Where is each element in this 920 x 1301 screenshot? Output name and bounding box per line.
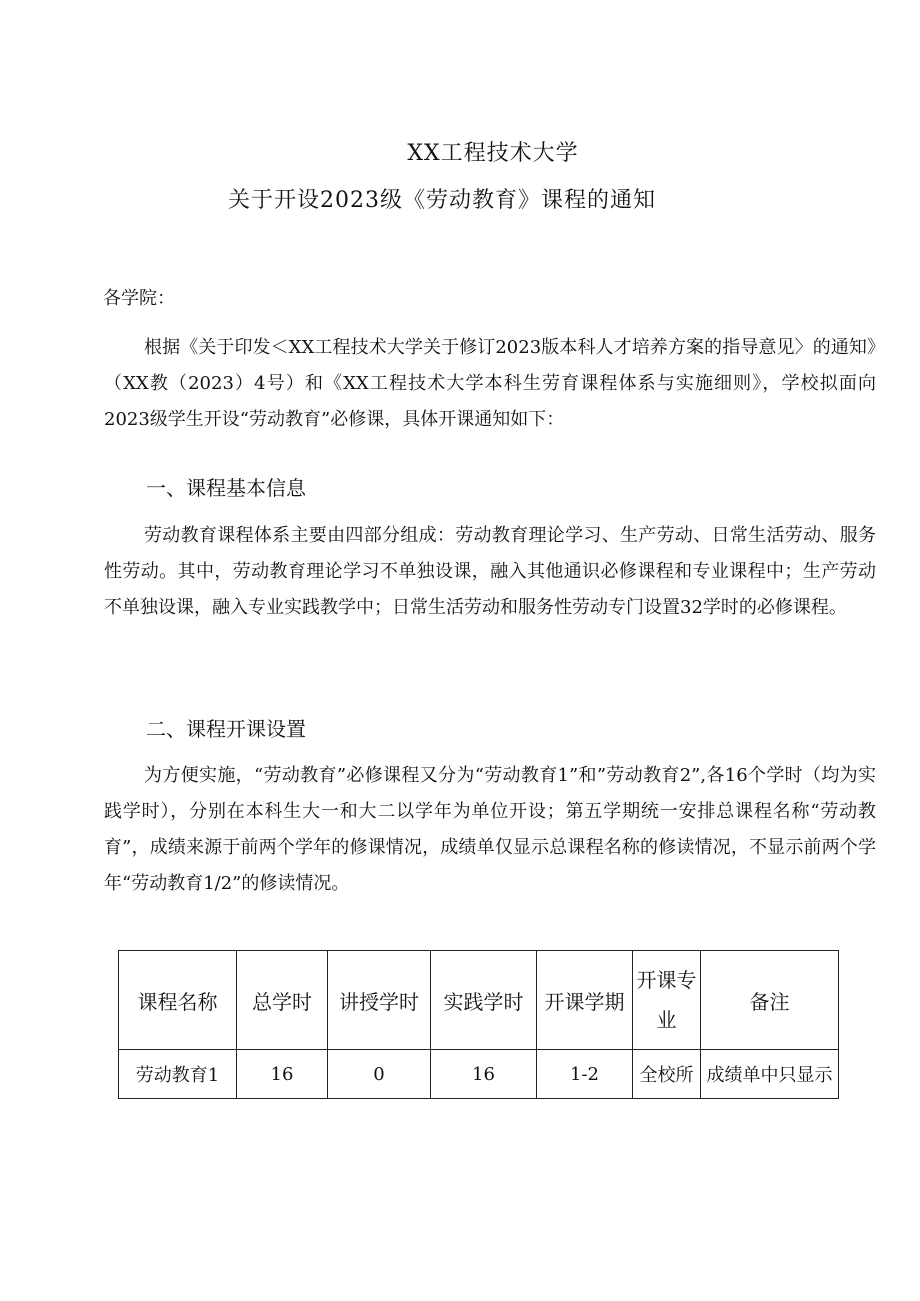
basic-info-paragraph: 劳动教育课程体系主要由四部分组成：劳动教育理论学习、生产劳动、日常生活劳动、服务性劳动。其中，劳动教育理论学习不单独设课，融入其他通识必修课程和专业课程中；生产劳动不单独设课，融入专业实践教学中；日常生活劳动和服务性劳动专门设置32学时的必修课程。: [104, 525, 876, 618]
table-header-cell: 开课学期: [537, 951, 633, 1050]
table-cell: 劳动教育1: [119, 1050, 237, 1099]
document-subtitle: 关于开设2023级《劳动教育》课程的通知: [228, 188, 656, 213]
table-cell: 成绩单中只显示: [701, 1050, 839, 1099]
table-header-cell: 课程名称: [119, 951, 237, 1050]
course-table: [118, 950, 839, 1099]
section-heading-basic-info: 一、课程基本信息: [146, 476, 306, 500]
table-header-cell: 开课专业: [636, 968, 697, 1032]
document-title: XX工程技术大学: [407, 141, 579, 166]
salutation: 各学院：: [103, 288, 175, 309]
section-heading-course-setup: 二、课程开课设置: [146, 717, 306, 741]
table-header-cell: 实践学时: [431, 951, 537, 1050]
table-cell: 全校所: [633, 1050, 701, 1099]
table-cell: 0: [328, 1050, 431, 1099]
table-header-cell: 讲授学时: [328, 951, 431, 1050]
table-cell: 1-2: [537, 1050, 633, 1099]
table-cell: 16: [237, 1050, 328, 1099]
table-header-row: [119, 951, 839, 1050]
intro-paragraph: 根据《关于印发＜XX工程技术大学关于修订2023版本科人才培养方案的指导意见〉的通知》（XX教（2023）4号）和《XX工程技术大学本科生劳育课程体系与实施细则》，学校拟面向2023级学生开设“劳动教育”必修课，具体开课通知如下：: [104, 337, 876, 430]
table-header-cell: 备注: [701, 951, 839, 1050]
course-setup-paragraph: 为方便实施，“劳动教育”必修课程又分为“劳动教育1”和”劳动教育2”,各16个学时（均为实践学时），分别在本科生大一和大二以学年为单位开设；第五学期统一安排总课程名称“劳动教育”，成绩来源于前两个学年的修课情况，成绩单仅显示总课程名称的修读情况，不显示前两个学年“劳动教育1/2”的修读情况。: [104, 765, 876, 894]
table-header-cell: 总学时: [237, 951, 328, 1050]
table-header-cell-wrapper: [633, 951, 701, 1050]
table-row: [119, 1050, 839, 1099]
table-cell: 16: [431, 1050, 537, 1099]
